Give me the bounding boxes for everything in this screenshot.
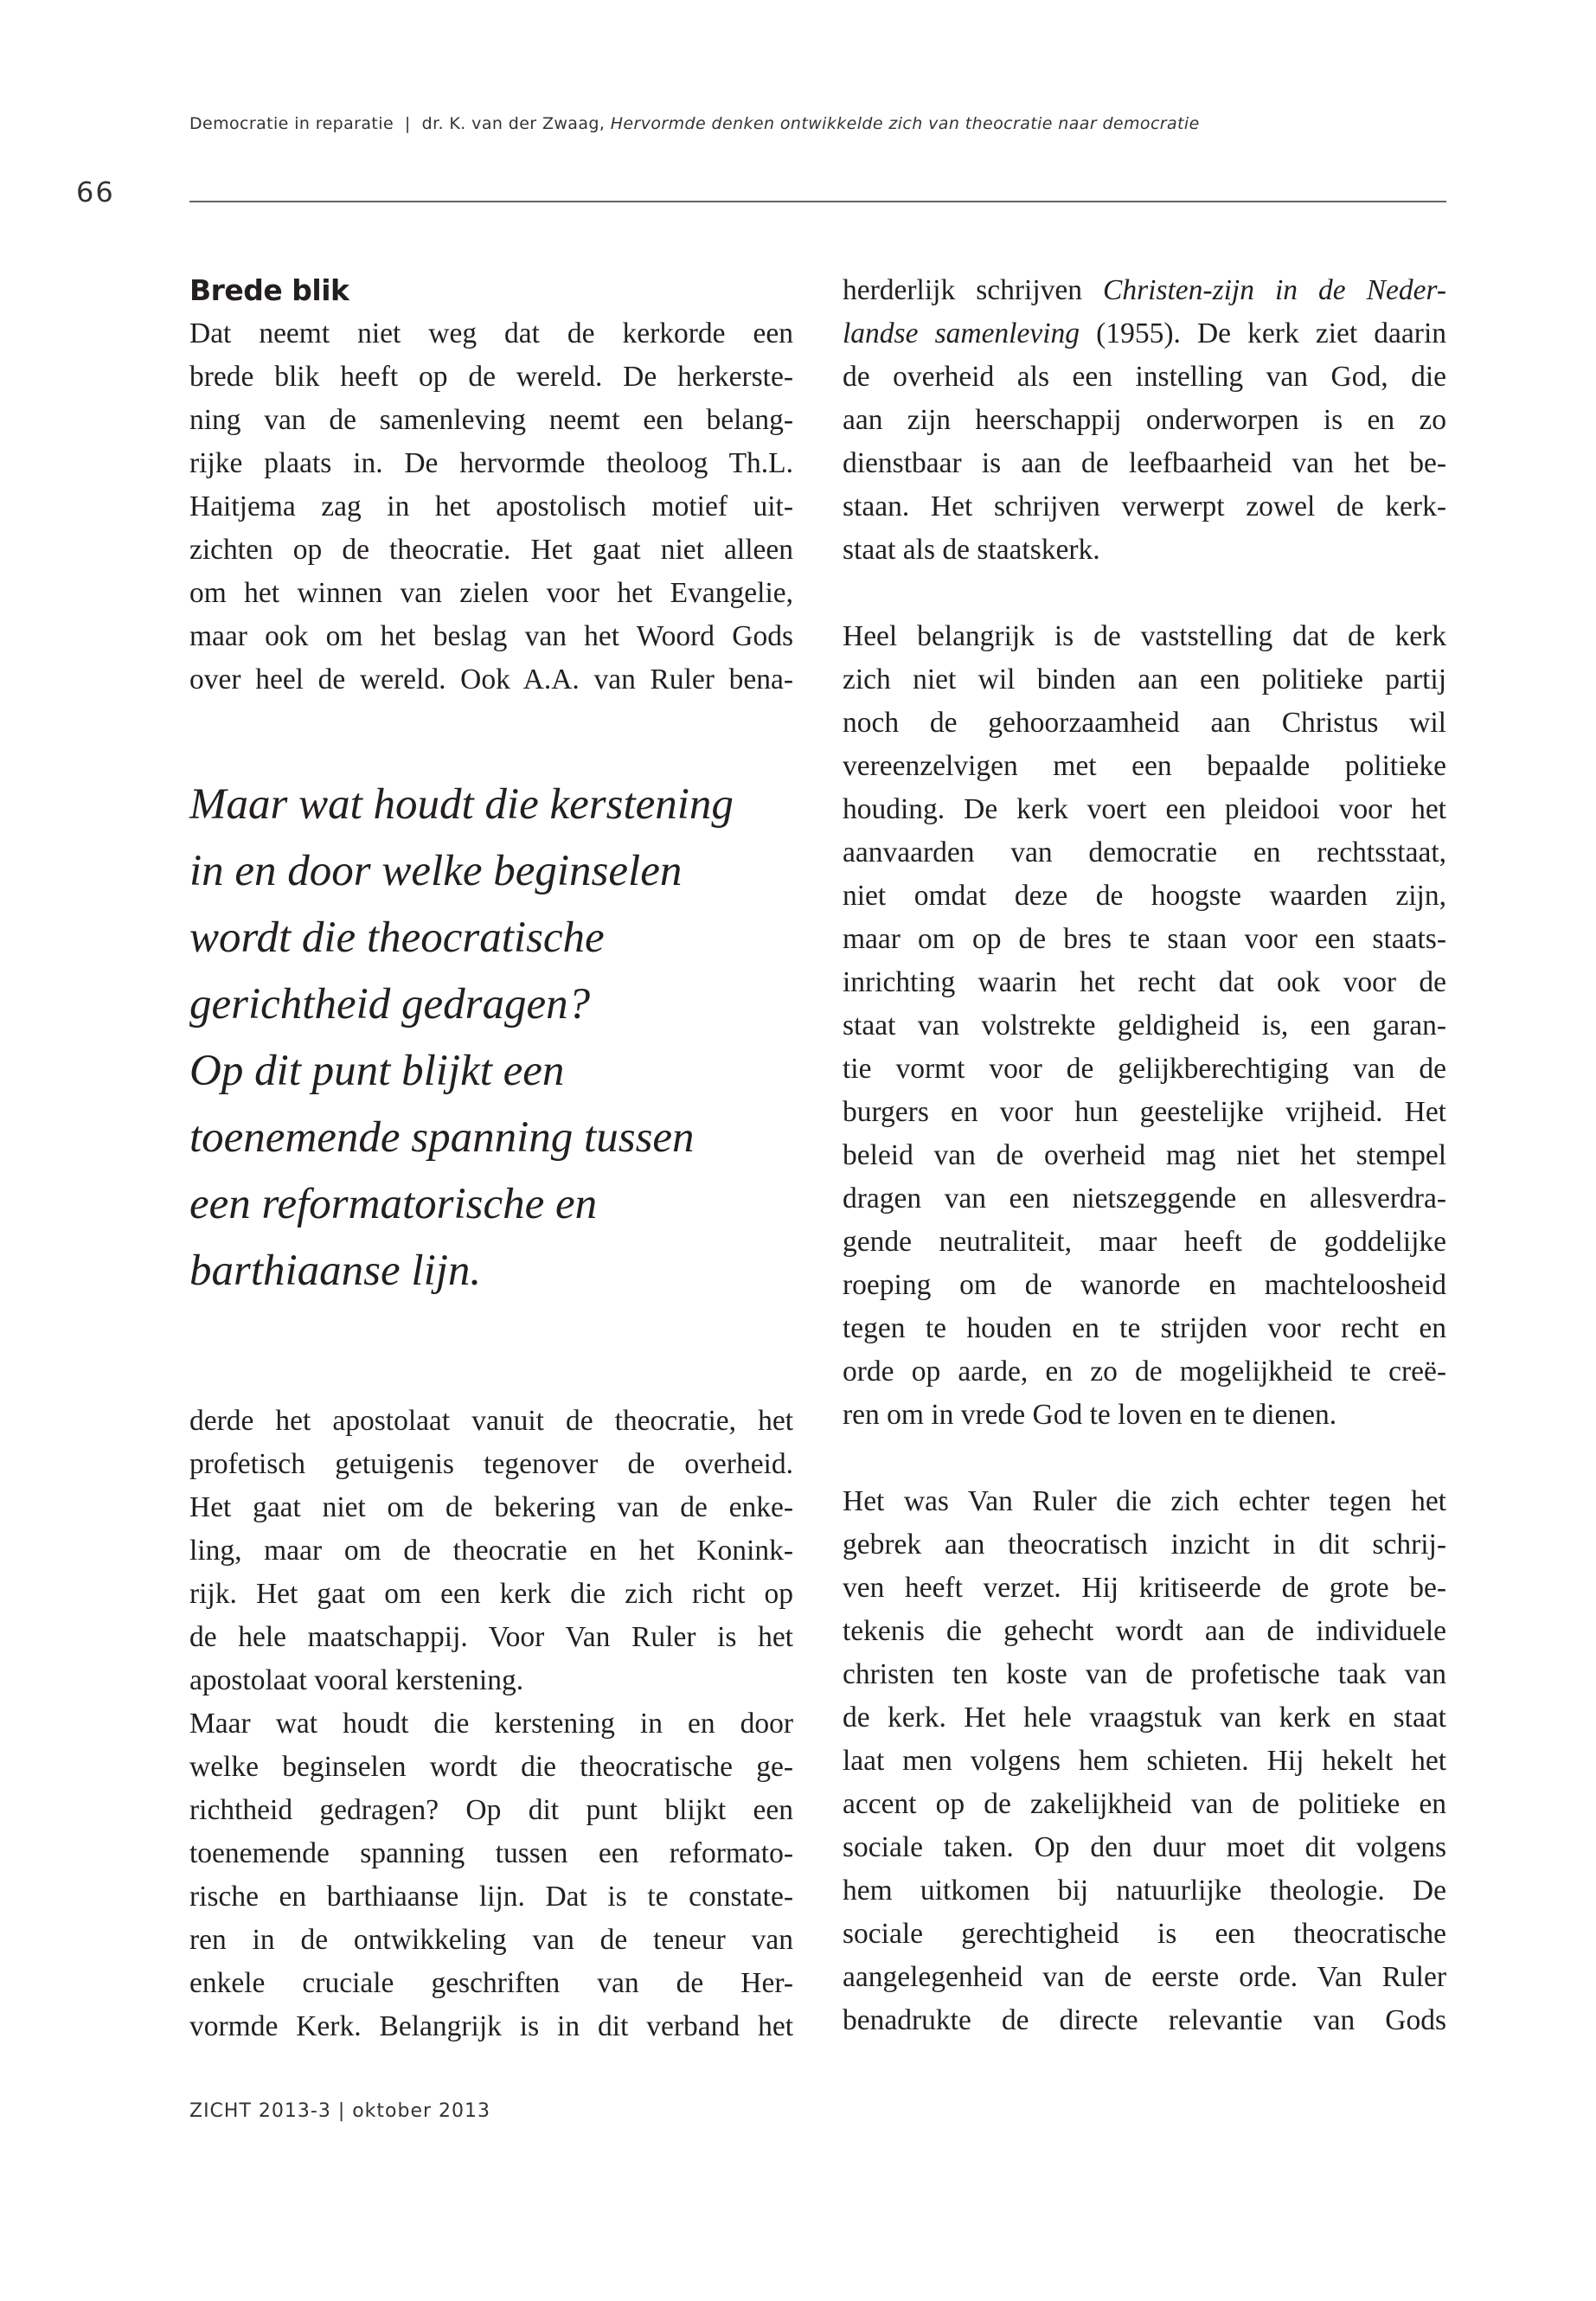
- text-line: [189, 1875, 793, 1919]
- line-text: dragen van een nietszeggende en allesverdra-: [843, 1183, 1446, 1215]
- line-text: Heel belangrijk is de vaststelling dat de kerk: [843, 620, 1446, 652]
- text-line: [843, 1307, 1446, 1350]
- line-text: gebrek aan theocratisch inzicht in dit schrij-: [843, 1529, 1446, 1561]
- text-line: [843, 961, 1446, 1004]
- pull-quote: [189, 772, 795, 1304]
- line-text: sociale taken. Op den duur moet dit volgens: [843, 1831, 1446, 1863]
- running-header: [189, 114, 1200, 133]
- line-text: Het was Van Ruler die zich echter tegen het: [843, 1485, 1446, 1517]
- left-column-top: [189, 312, 793, 702]
- text-line: [843, 1696, 1446, 1740]
- text-line: [843, 1567, 1446, 1610]
- text-line: [843, 1004, 1446, 1048]
- text-line: [189, 356, 793, 399]
- text-line: [189, 1529, 793, 1573]
- line-text: laat men volgens hem schieten. Hij hekelt het: [843, 1745, 1446, 1777]
- line-text: welke beginselen wordt die theocratische ge-: [189, 1751, 793, 1783]
- text-line: [189, 1616, 793, 1659]
- text-line: [843, 1653, 1446, 1696]
- pull-quote-line: in en door welke beginselen: [189, 847, 683, 895]
- line-text: de hele maatschappij. Voor Van Ruler is het: [189, 1621, 793, 1653]
- text-line: [189, 399, 793, 442]
- text-line: [843, 1826, 1446, 1869]
- line-text: staat van volstrekte geldigheid is, een garan-: [843, 1009, 1446, 1042]
- text-line: [843, 399, 1446, 442]
- text-line: [189, 442, 793, 485]
- line-text: benadrukte de directe relevantie van Gods: [843, 2004, 1446, 2036]
- line-text: zich niet wil binden aan een politieke partij: [843, 663, 1446, 695]
- text-line: [189, 615, 793, 658]
- text-line: [843, 442, 1446, 485]
- text-line: [843, 615, 1446, 658]
- line-text: vereenzelvigen met een bepaalde politieke: [843, 750, 1446, 782]
- line-text: ling, maar om de theocratie en het Konink-: [189, 1535, 793, 1567]
- line-text: houding. De kerk voert een pleidooi voor het: [843, 793, 1446, 825]
- text-line: [189, 1789, 793, 1832]
- line-text: hem uitkomen bij natuurlijke theologie. De: [843, 1875, 1446, 1907]
- line-text: staat als de staatskerk.: [843, 534, 1100, 566]
- text-line: [843, 1048, 1446, 1091]
- text-line: [843, 1956, 1446, 1999]
- header-rule: [189, 201, 1446, 202]
- text-line: [843, 1480, 1446, 1523]
- text-line: [843, 485, 1446, 529]
- line-text: om het winnen van zielen voor het Evangelie,: [189, 577, 793, 609]
- line-text: ning van de samenleving neemt een belang-: [189, 404, 793, 436]
- text-line: [843, 1177, 1446, 1221]
- italic-title: landse samenleving: [843, 317, 1080, 349]
- line-text: beleid van de overheid mag niet het stempel: [843, 1139, 1446, 1171]
- right-column: [843, 269, 1446, 2042]
- text-line: [189, 1919, 793, 1962]
- pull-quote-line: toenemende spanning tussen: [189, 1113, 695, 1162]
- line-text: richtheid gedragen? Op dit punt blijkt een: [189, 1794, 793, 1826]
- pull-quote-line: gerichtheid gedragen?: [189, 980, 591, 1029]
- line-text: tekenis die gehecht wordt aan de individuele: [843, 1615, 1446, 1647]
- line-text: rische en barthiaanse lijn. Dat is te constate-: [189, 1881, 793, 1913]
- text-line: [843, 356, 1446, 399]
- text-line: [843, 1523, 1446, 1567]
- author: dr. K. van der Zwaag,: [421, 114, 606, 133]
- text-line: [189, 1962, 793, 2005]
- text-line: [843, 1740, 1446, 1783]
- line-text: ven heeft verzet. Hij kritiseerde de grote be-: [843, 1572, 1446, 1604]
- text-line: [189, 572, 793, 615]
- left-column-bottom: [189, 1400, 793, 2048]
- line-text: Het gaat niet om de bekering van de enke-: [189, 1491, 793, 1523]
- line-text: christen ten koste van de profetische taak van: [843, 1658, 1446, 1690]
- line-text: ren om in vrede God te loven en te dienen.: [843, 1399, 1337, 1431]
- line-text: rijke plaats in. De hervormde theoloog Th.L.: [189, 447, 793, 479]
- line-text: apostolaat vooral kerstening.: [189, 1664, 524, 1696]
- line-text: gende neutraliteit, maar heeft de goddelijke: [843, 1226, 1446, 1258]
- header-separator: |: [404, 114, 411, 133]
- text-line: [843, 745, 1446, 788]
- text-line: [189, 1659, 793, 1702]
- line-text: aangelegenheid van de eerste orde. Van Ruler: [843, 1961, 1446, 1993]
- text-line: [189, 658, 793, 702]
- line-text: orde op aarde, en zo de mogelijkheid te creë-: [843, 1356, 1446, 1388]
- line-text: de kerk. Het hele vraagstuk van kerk en staat: [843, 1702, 1446, 1734]
- text-line: [189, 1443, 793, 1486]
- text-line: [843, 1221, 1446, 1264]
- text-line: [189, 529, 793, 572]
- line-text: noch de gehoorzaamheid aan Christus wil: [843, 707, 1446, 739]
- pull-quote-line: Maar wat houdt die kerstening: [189, 780, 734, 829]
- line-text: tegen te houden en te strijden voor recht en: [843, 1312, 1446, 1344]
- line-text: roeping om de wanorde en machteloosheid: [843, 1269, 1446, 1301]
- italic-title: Christen-zijn in de Neder-: [1103, 274, 1446, 306]
- text-line: [843, 1091, 1446, 1134]
- paragraph-gap: [843, 572, 1446, 615]
- text-line: [189, 1486, 793, 1529]
- pull-quote-line: barthiaanse lijn.: [189, 1247, 482, 1295]
- text-line: [843, 1913, 1446, 1956]
- line-text: enkele cruciale geschriften van de Her-: [189, 1967, 793, 1999]
- text-line: [843, 1134, 1446, 1177]
- text-line: [843, 1394, 1446, 1437]
- text-line: [843, 1610, 1446, 1653]
- line-text: ren in de ontwikkeling van de teneur van: [189, 1924, 793, 1956]
- line-text: zichten op de theocratie. Het gaat niet alleen: [189, 534, 793, 566]
- page-number: 66: [76, 176, 115, 208]
- text-line: [843, 312, 1446, 356]
- line-text: Maar wat houdt die kerstening in en door: [189, 1708, 793, 1740]
- line-text: maar om op de bres te staan voor een staats-: [843, 923, 1446, 955]
- section-heading: Brede blik: [189, 273, 349, 307]
- text-line: [189, 1573, 793, 1616]
- line-text: rijk. Het gaat om een kerk die zich richt op: [189, 1578, 793, 1610]
- text-line: [189, 2005, 793, 2048]
- line-text: aanvaarden van democratie en rechtsstaat,: [843, 836, 1446, 868]
- text-line: [843, 1350, 1446, 1394]
- line-text: accent op de zakelijkheid van de politieke en: [843, 1788, 1446, 1820]
- line-text: herderlijk schrijven: [843, 274, 1104, 306]
- line-text: over heel de wereld. Ook A.A. van Ruler bena-: [189, 663, 793, 695]
- pull-quote-line: Op dit punt blijkt een: [189, 1047, 565, 1095]
- text-line: [843, 918, 1446, 961]
- line-text: dienstbaar is aan de leefbaarheid van het be-: [843, 447, 1446, 479]
- pull-quote-line: wordt die theocratische: [189, 913, 605, 962]
- line-text: burgers en voor hun geestelijke vrijheid. Het: [843, 1096, 1446, 1128]
- line-text: brede blik heeft op de wereld. De herkerste-: [189, 361, 793, 393]
- line-text: sociale gerechtigheid is een theocratische: [843, 1918, 1446, 1950]
- text-line: [843, 831, 1446, 875]
- text-line: [189, 1702, 793, 1746]
- text-line: [843, 788, 1446, 831]
- line-text: niet omdat deze de hoogste waarden zijn,: [843, 880, 1446, 912]
- text-line: [843, 1264, 1446, 1307]
- text-line: [843, 1999, 1446, 2042]
- line-text: aan zijn heerschappij onderworpen is en zo: [843, 404, 1446, 436]
- line-text: de overheid als een instelling van God, die: [843, 361, 1446, 393]
- text-line: [189, 1832, 793, 1875]
- line-text: (1955). De kerk ziet daarin: [1080, 317, 1446, 349]
- text-line: [189, 485, 793, 529]
- text-line: [843, 529, 1446, 572]
- footer-issue: ZICHT 2013-3 | oktober 2013: [189, 2100, 491, 2122]
- text-line: [843, 658, 1446, 702]
- text-line: [843, 269, 1446, 312]
- text-line: [189, 1400, 793, 1443]
- line-text: Haitjema zag in het apostolisch motief uit-: [189, 490, 793, 522]
- line-text: staan. Het schrijven verwerpt zowel de kerk-: [843, 490, 1446, 522]
- text-line: [843, 1869, 1446, 1913]
- line-text: vormde Kerk. Belangrijk is in dit verband het: [189, 2010, 793, 2042]
- pull-quote-line: een reformatorische en: [189, 1180, 598, 1228]
- line-text: maar ook om het beslag van het Woord Gods: [189, 620, 793, 652]
- publication-title: Democratie in reparatie: [189, 114, 394, 133]
- text-line: [843, 702, 1446, 745]
- text-line: [843, 875, 1446, 918]
- text-line: [189, 1746, 793, 1789]
- text-line: [843, 1783, 1446, 1826]
- line-text: profetisch getuigenis tegenover de overheid.: [189, 1448, 793, 1480]
- line-text: Dat neemt niet weg dat de kerkorde een: [189, 317, 793, 349]
- line-text: inrichting waarin het recht dat ook voor de: [843, 966, 1446, 998]
- line-text: derde het apostolaat vanuit de theocratie, het: [189, 1405, 793, 1437]
- article-title: Hervormde denken ontwikkelde zich van theocratie naar democratie: [610, 114, 1200, 133]
- line-text: toenemende spanning tussen een reformato-: [189, 1837, 793, 1869]
- line-text: tie vormt voor de gelijkberechtiging van de: [843, 1053, 1446, 1085]
- paragraph-gap: [843, 1437, 1446, 1480]
- text-line: [189, 312, 793, 356]
